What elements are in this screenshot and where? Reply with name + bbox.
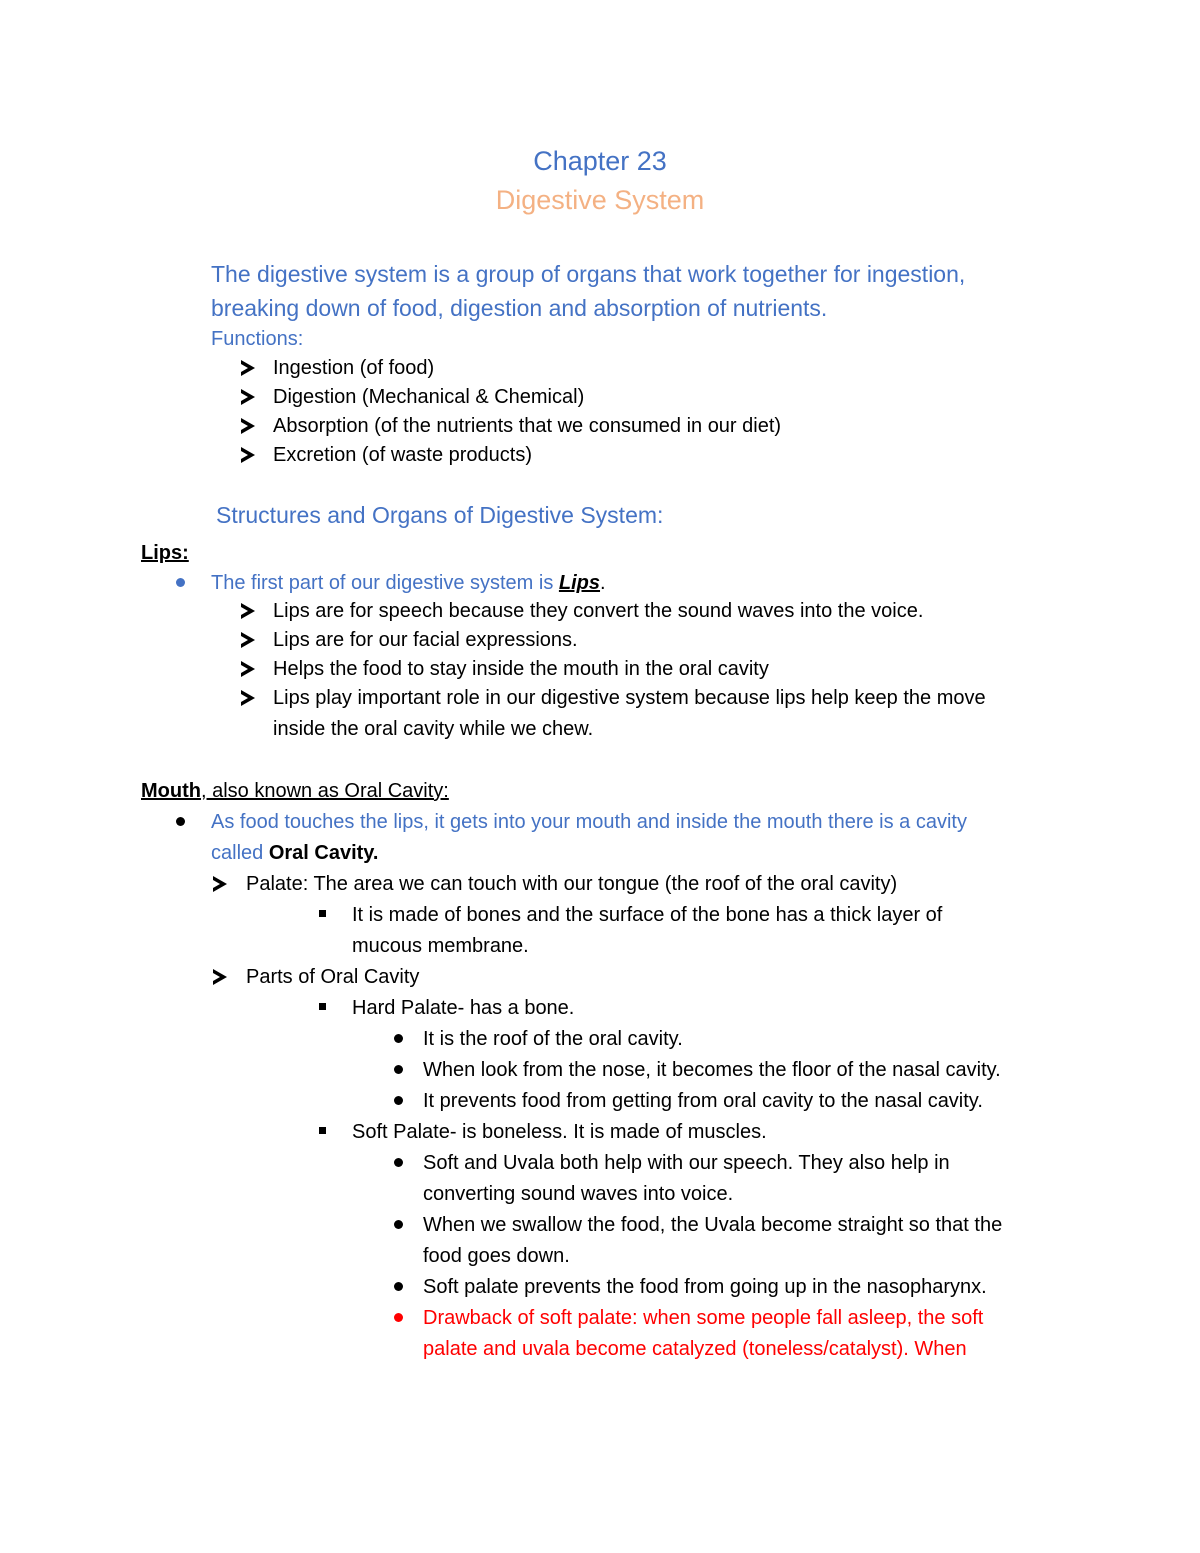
lips-point: Lips are for our facial expressions.: [273, 629, 578, 651]
palate-sub-line-2: mucous membrane.: [352, 935, 529, 957]
function-item: Absorption (of the nutrients that we consumed in our diet): [273, 415, 782, 437]
palate-item: Palate: The area we can touch with our tongue (the roof of the oral cavity): [246, 873, 898, 895]
functions-label: Functions:: [211, 328, 304, 350]
lips-point-continued: inside the oral cavity while we chew.: [273, 718, 594, 740]
bullet-icon: [176, 578, 185, 587]
bullet-icon: [176, 817, 185, 826]
soft-point: Soft palate prevents the food from going up in the nasopharynx.: [423, 1276, 987, 1298]
arrow-bullet-icon: [241, 389, 255, 405]
lips-point: Lips are for speech because they convert the sound waves into the voice.: [273, 600, 924, 622]
arrow-bullet-icon: [241, 661, 255, 677]
hard-palate: Hard Palate- has a bone.: [352, 997, 575, 1019]
structures-heading: Structures and Organs of Digestive System:: [216, 502, 664, 528]
parts-label: Parts of Oral Cavity: [246, 966, 420, 988]
bullet-icon: [394, 1065, 403, 1074]
bullet-icon: [394, 1220, 403, 1229]
square-bullet-icon: [319, 1003, 326, 1010]
mouth-intro-line-2: called Oral Cavity.: [211, 842, 379, 864]
chapter-title: Chapter 23: [533, 146, 667, 176]
drawback-line-1: Drawback of soft palate: when some people fall asleep, the soft: [423, 1307, 984, 1329]
function-item: Digestion (Mechanical & Chemical): [273, 386, 585, 408]
intro-line-2: breaking down of food, digestion and absorption of nutrients.: [211, 295, 828, 321]
arrow-bullet-icon: [213, 969, 227, 985]
bullet-icon: [394, 1313, 403, 1322]
arrow-bullet-icon: [241, 632, 255, 648]
bullet-icon: [394, 1096, 403, 1105]
square-bullet-icon: [319, 1127, 326, 1134]
chapter-subject: Digestive System: [495, 185, 705, 215]
soft-point-continued: converting sound waves into voice.: [423, 1183, 734, 1205]
lips-point: Helps the food to stay inside the mouth in the oral cavity: [273, 658, 769, 680]
arrow-bullet-icon: [241, 360, 255, 376]
arrow-bullet-icon: [241, 418, 255, 434]
bullet-icon: [394, 1034, 403, 1043]
mouth-heading: Mouth, also known as Oral Cavity:: [141, 780, 449, 802]
square-bullet-icon: [319, 910, 326, 917]
lips-intro: The first part of our digestive system is Lips.: [211, 572, 606, 594]
mouth-intro-line-1: As food touches the lips, it gets into your mouth and inside the mouth there is a cavity: [211, 811, 967, 833]
arrow-bullet-icon: [241, 603, 255, 619]
drawback-line-2: palate and uvala become catalyzed (toneless/catalyst). When: [423, 1338, 967, 1360]
hard-point: When look from the nose, it becomes the floor of the nasal cavity.: [423, 1059, 1001, 1081]
soft-point: Soft and Uvala both help with our speech. They also help in: [423, 1152, 950, 1174]
palate-sub-line-1: It is made of bones and the surface of the bone has a thick layer of: [352, 904, 943, 926]
lips-heading: Lips:: [141, 542, 189, 564]
bullet-icon: [394, 1158, 403, 1167]
soft-point-continued: food goes down.: [423, 1245, 570, 1267]
arrow-bullet-icon: [241, 690, 255, 706]
function-item: Ingestion (of food): [273, 357, 435, 379]
arrow-bullet-icon: [213, 876, 227, 892]
function-item: Excretion (of waste products): [273, 444, 532, 466]
soft-palate: Soft Palate- is boneless. It is made of muscles.: [352, 1121, 767, 1143]
lips-emphasis: Lips: [558, 572, 601, 594]
bullet-icon: [394, 1282, 403, 1291]
hard-point: It is the roof of the oral cavity.: [423, 1028, 683, 1050]
lips-point: Lips play important role in our digestive system because lips help keep the move: [273, 687, 986, 709]
soft-point: When we swallow the food, the Uvala become straight so that the: [423, 1214, 1003, 1236]
arrow-bullet-icon: [241, 447, 255, 463]
hard-point: It prevents food from getting from oral cavity to the nasal cavity.: [423, 1090, 983, 1112]
intro-line-1: The digestive system is a group of organs that work together for ingestion,: [211, 261, 966, 287]
